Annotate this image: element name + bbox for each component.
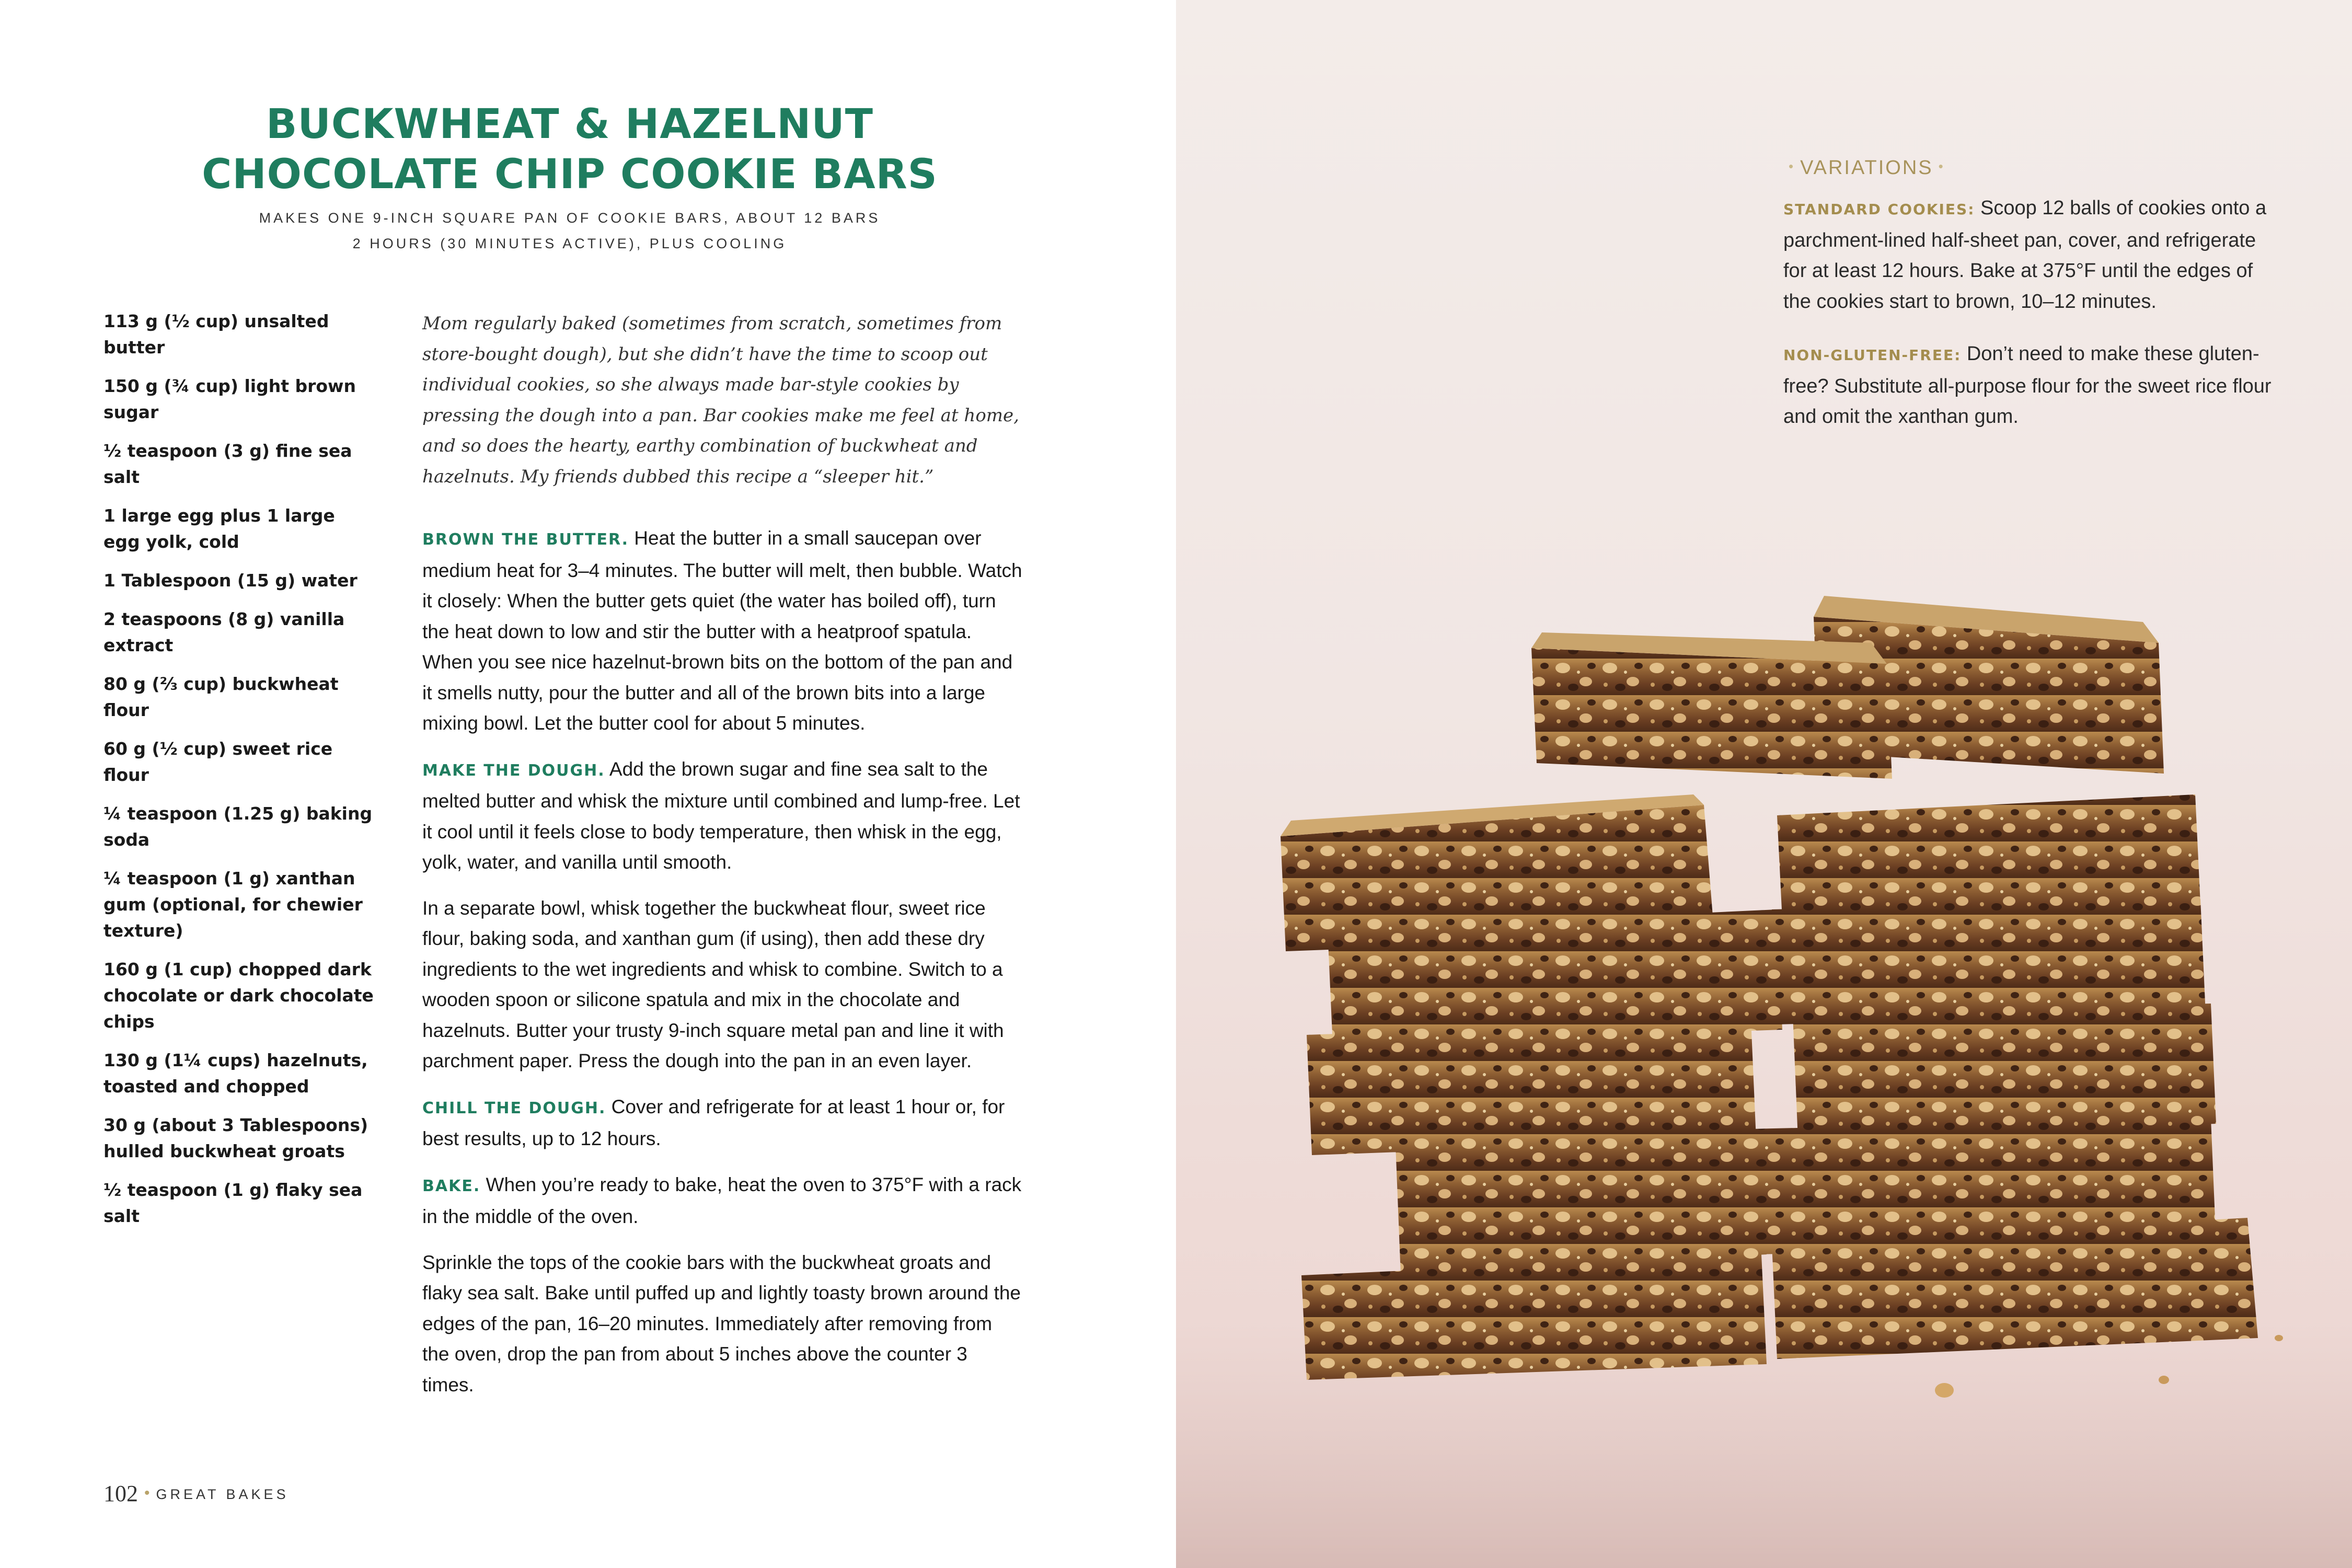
- step-label: CHILL THE DOUGH.: [422, 1099, 606, 1117]
- ingredient-list: [103, 308, 375, 1242]
- recipe-title-line-1: BUCKWHEAT & HAZELNUT: [266, 101, 873, 148]
- ingredient-item: ¼ teaspoon (1.25 g) baking soda: [103, 803, 373, 850]
- ingredient-item: 2 teaspoons (8 g) vanilla extract: [103, 609, 345, 655]
- ingredient-item: 1 large egg plus 1 large egg yolk, cold: [103, 505, 335, 552]
- method-step: [422, 893, 1023, 1077]
- variations-box: [1783, 157, 2275, 454]
- ingredient-item: 130 g (1¼ cups) hazelnuts, toasted and chopped: [103, 1050, 368, 1097]
- method-step: [422, 1092, 1023, 1155]
- ingredient-item: ½ teaspoon (3 g) fine sea salt: [103, 441, 352, 487]
- variation-item: [1783, 193, 2275, 317]
- variation-label: STANDARD COOKIES:: [1783, 201, 1975, 218]
- recipe-title-line-2: CHOCOLATE CHIP COOKIE BARS: [202, 151, 938, 198]
- variation-item: [1783, 339, 2275, 432]
- step-text: Cover and refrigerate for at least 1 hour or, for best results, up to 12 hours.: [422, 1096, 1005, 1149]
- bullet-dot-icon: •: [144, 1484, 150, 1502]
- bullet-dot-icon: •: [1789, 158, 1795, 174]
- ingredient-item: 113 g (½ cup) unsalted butter: [103, 311, 329, 358]
- step-text: When you’re ready to bake, heat the oven to 375°F with a rack in the middle of the oven.: [422, 1173, 1022, 1227]
- method-step: [422, 523, 1023, 739]
- page-number: 102: [103, 1481, 138, 1506]
- ingredient-item: 80 g (⅔ cup) buckwheat flour: [103, 674, 339, 720]
- ingredient-item: ½ teaspoon (1 g) flaky sea salt: [103, 1180, 363, 1226]
- variation-text: Don’t need to make these gluten-free? Substitute all-purpose flour for the sweet rice flour and omit the xanthan gum.: [1783, 343, 2272, 428]
- ingredient-item: 60 g (½ cup) sweet rice flour: [103, 739, 333, 785]
- method-step: [422, 754, 1023, 878]
- ingredient-item: 30 g (about 3 Tablespoons) hulled buckwheat groats: [103, 1115, 368, 1161]
- step-label: BAKE.: [422, 1177, 481, 1195]
- variation-label: NON-GLUTEN-FREE:: [1783, 347, 1962, 364]
- variations-heading: • VARIATIONS •: [1789, 157, 1945, 179]
- bullet-dot-icon: •: [1938, 158, 1945, 174]
- section-title: GREAT BAKES: [156, 1486, 289, 1502]
- method-column: [422, 308, 1023, 1415]
- method-step: [422, 1248, 1023, 1401]
- step-label: BROWN THE BUTTER.: [422, 531, 629, 549]
- method-step: [422, 1170, 1023, 1232]
- step-text: In a separate bowl, whisk together the buckwheat flour, sweet rice flour, baking soda, and xanthan gum (if using), then add these dry ingredients to the wet ingredients and whisk to combine. Switch to a wooden spoon or silicone spatula and mix in the chocolate and hazelnuts. Butter your trusty 9-inch square metal pan and line it with parchment paper. Press the dough into the pan in an even layer.: [422, 897, 1004, 1071]
- step-label: MAKE THE DOUGH.: [422, 761, 605, 780]
- ingredient-item: ¼ teaspoon (1 g) xanthan gum (optional, for chewier texture): [103, 868, 363, 941]
- step-text: Heat the butter in a small saucepan over medium heat for 3–4 minutes. The butter will melt, then bubble. Watch it closely: When the butter gets quiet (the water has boiled off), turn the heat down to low and stir the butter with a heatproof spatula. When you see nice hazelnut-brown bits on the bottom of the pan and it smells nutty, pour the butter and all of the brown bits into a large mixing bowl. Let the butter cool for about 5 minutes.: [422, 527, 1022, 734]
- ingredient-item: 150 g (¾ cup) light brown sugar: [103, 376, 356, 422]
- headnote: Mom regularly baked (sometimes from scratch, sometimes from store-bought dough), but she didn’t have the time to scoop out individual cookies, so she always made bar-style cookies by pressing the dough into a pan. Bar cookies make me feel at home, and so does the hearty, earthy combination of buckwheat and hazelnuts. My friends dubbed this recipe a “sleeper hit.”: [422, 313, 1019, 487]
- step-text: Sprinkle the tops of the cookie bars with the buckwheat groats and flaky sea salt. Bake until puffed up and lightly toasty brown around the edges of the pan, 16–20 minutes. Immediately after removing from the oven, drop the pan from about 5 inches above the counter 3 times.: [422, 1251, 1021, 1396]
- variation-text: Scoop 12 balls of cookies onto a parchment-lined half-sheet pan, cover, and refrigerate for at least 12 hours. Bake at 375°F until the edges of the cookies start to brown, 10–12 minutes.: [1783, 197, 2267, 313]
- ingredient-item: 160 g (1 cup) chopped dark chocolate or dark chocolate chips: [103, 959, 374, 1032]
- recipe-time: 2 HOURS (30 MINUTES ACTIVE), PLUS COOLING: [352, 236, 787, 251]
- step-text: Add the brown sugar and fine sea salt to the melted butter and whisk the mixture until combined and lump-free. Let it cool until it feels close to body temperature, then whisk in the egg, yolk, water, and vanilla until smooth.: [422, 758, 1020, 873]
- recipe-yield: MAKES ONE 9-INCH SQUARE PAN OF COOKIE BARS, ABOUT 12 BARS: [259, 210, 881, 226]
- page-footer: [103, 1480, 289, 1507]
- ingredient-item: 1 Tablespoon (15 g) water: [103, 570, 358, 591]
